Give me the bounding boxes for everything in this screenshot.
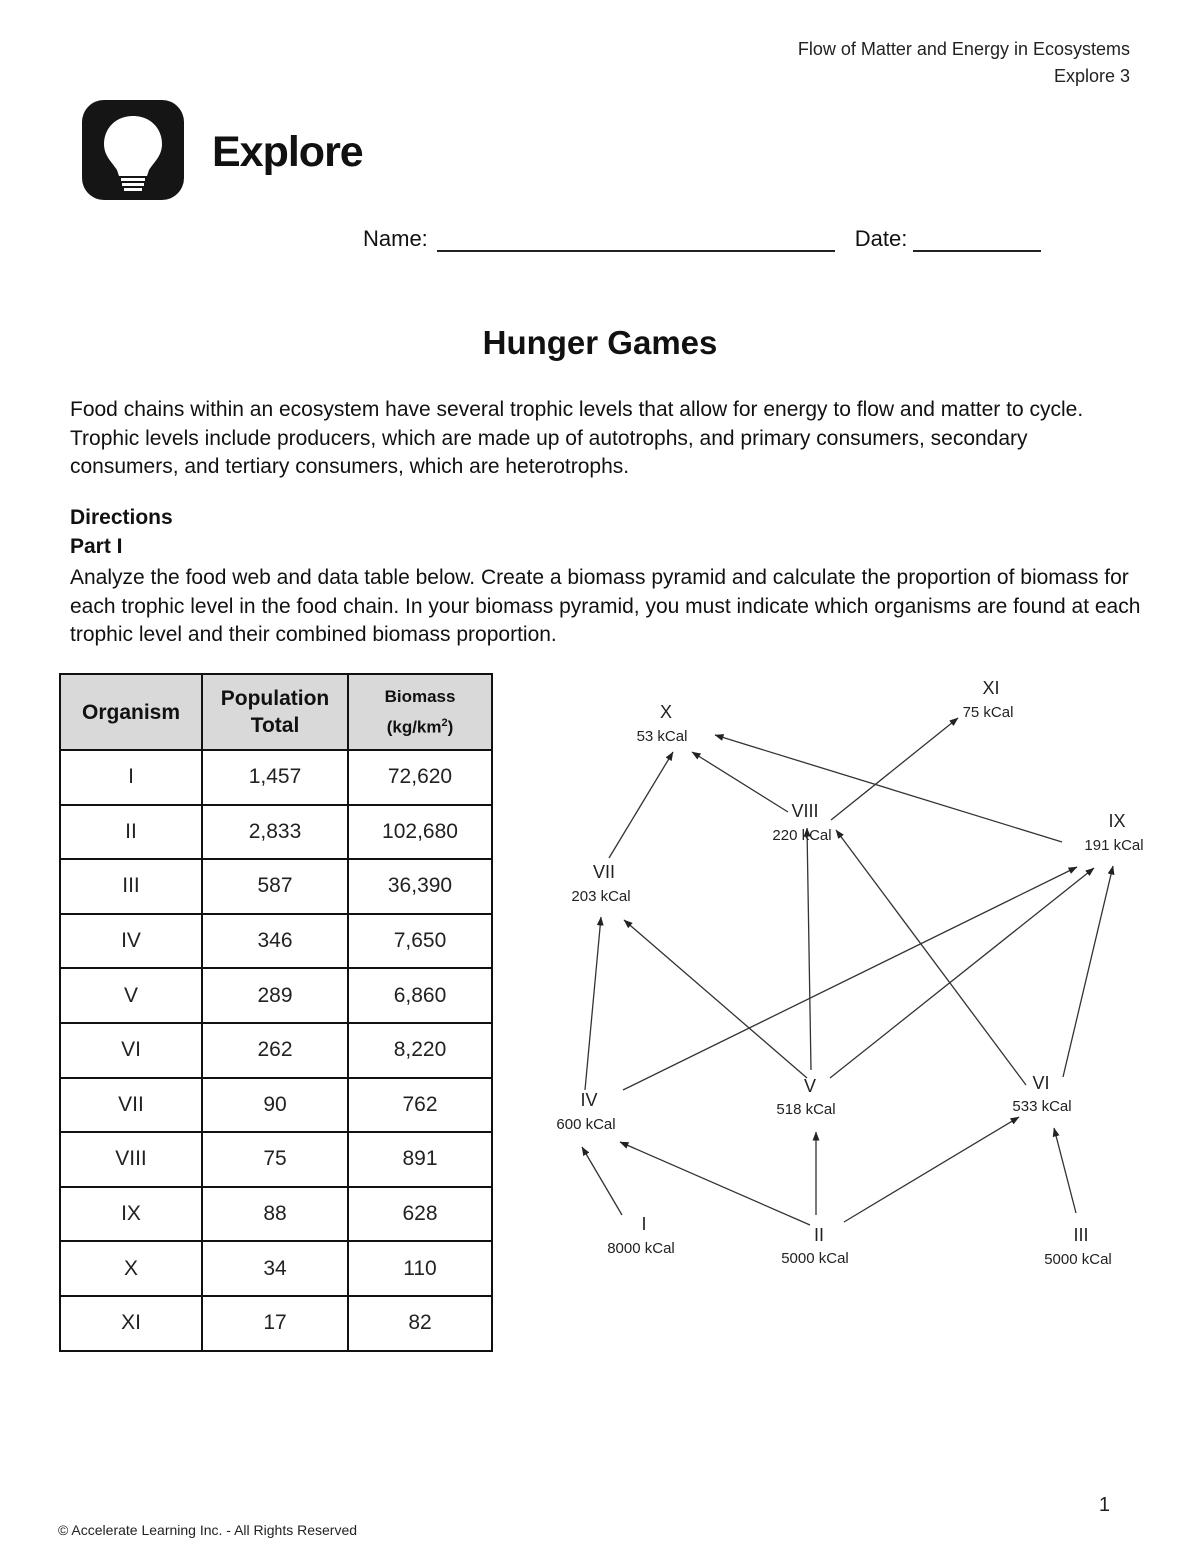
table-row xyxy=(60,1023,492,1078)
population-cell: 346 xyxy=(202,914,348,969)
biomass-unit-close: ) xyxy=(447,717,454,737)
table-row xyxy=(60,968,492,1023)
population-column-header xyxy=(202,674,348,750)
population-cell: 587 xyxy=(202,859,348,914)
population-cell: 88 xyxy=(202,1187,348,1242)
food-web-nodes xyxy=(556,678,1143,1268)
explore-heading: Explore xyxy=(212,128,363,176)
table-row xyxy=(60,1078,492,1133)
food-web-node-label: IX xyxy=(1108,811,1126,831)
biomass-cell: 36,390 xyxy=(348,859,492,914)
food-web-node-label: III xyxy=(1073,1225,1089,1245)
food-web-node-label: XI xyxy=(982,678,1000,698)
food-web-node-label: IV xyxy=(580,1090,598,1110)
food-web-node-energy: 5000 kCal xyxy=(1044,1251,1112,1268)
biomass-unit-sup: 2 xyxy=(441,717,448,730)
biomass-cell: 110 xyxy=(348,1241,492,1296)
directions-heading: Directions xyxy=(70,506,173,529)
biomass-cell: 8,220 xyxy=(348,1023,492,1078)
food-web-node-label: VI xyxy=(1032,1073,1050,1093)
food-web-node-label: V xyxy=(803,1076,817,1096)
population-cell: 90 xyxy=(202,1078,348,1133)
unit-title: Flow of Matter and Energy in Ecosystems xyxy=(797,39,1130,59)
food-web-arrow-v-to-ix xyxy=(830,868,1094,1078)
table-row xyxy=(60,750,492,805)
organism-cell: X xyxy=(60,1241,202,1296)
biomass-unit-text: (kg/km xyxy=(386,717,442,737)
organism-cell: V xyxy=(60,968,202,1023)
name-label: Name: xyxy=(363,226,428,251)
table-body xyxy=(60,750,492,1351)
food-web-arrow-iii-to-vi xyxy=(1054,1128,1076,1213)
food-web-arrow-ii-to-iv xyxy=(620,1142,810,1225)
table-header-row xyxy=(60,674,492,750)
page-title: Hunger Games xyxy=(482,324,718,361)
organism-data-table xyxy=(59,673,493,1352)
food-web-node-energy: 220 kCal xyxy=(772,827,832,844)
food-web-arrow-viii-to-x xyxy=(692,752,788,812)
food-web-arrow-ii-to-vi xyxy=(844,1117,1019,1222)
population-cell: 2,833 xyxy=(202,805,348,860)
organism-cell: IV xyxy=(60,914,202,969)
food-web-node-energy: 600 kCal xyxy=(556,1116,616,1133)
food-web-node-label: I xyxy=(641,1214,647,1234)
lesson-label: Explore 3 xyxy=(1053,66,1130,86)
table-row xyxy=(60,1187,492,1242)
copyright-notice: © Accelerate Learning Inc. - All Rights Reserved xyxy=(58,1522,358,1538)
date-field[interactable] xyxy=(913,226,1041,252)
food-web-arrow-v-to-viii xyxy=(807,828,811,1070)
food-web-links xyxy=(582,718,1113,1225)
population-cell: 289 xyxy=(202,968,348,1023)
biomass-cell: 82 xyxy=(348,1296,492,1351)
food-web-node-energy: 75 kCal xyxy=(962,704,1014,721)
population-cell: 262 xyxy=(202,1023,348,1078)
food-web-arrow-vi-to-viii xyxy=(836,830,1026,1085)
organism-cell: I xyxy=(60,750,202,805)
food-web-arrow-ix-to-x xyxy=(715,735,1062,842)
organism-cell: III xyxy=(60,859,202,914)
organism-column-header xyxy=(60,674,202,750)
food-web-node-label: X xyxy=(659,702,673,722)
population-header-line2: Total xyxy=(250,714,300,737)
food-web-arrow-vi-to-ix xyxy=(1063,866,1113,1077)
food-web-diagram xyxy=(540,670,1180,1310)
food-web-node-energy: 191 kCal xyxy=(1084,837,1144,854)
organism-cell: IX xyxy=(60,1187,202,1242)
biomass-column-header xyxy=(348,674,492,750)
food-web-arrow-vii-to-x xyxy=(609,752,673,858)
food-web-node-energy: 5000 kCal xyxy=(781,1250,849,1267)
food-web-node-label: VIII xyxy=(791,801,819,821)
name-field[interactable] xyxy=(437,226,835,252)
table-row xyxy=(60,859,492,914)
table-row xyxy=(60,914,492,969)
organism-cell: VI xyxy=(60,1023,202,1078)
biomass-cell: 891 xyxy=(348,1132,492,1187)
biomass-cell: 628 xyxy=(348,1187,492,1242)
food-web-node-energy: 533 kCal xyxy=(1012,1098,1072,1115)
food-web-node-energy: 518 kCal xyxy=(776,1101,836,1118)
food-web-arrow-v-to-vii xyxy=(624,920,807,1078)
biomass-cell: 72,620 xyxy=(348,750,492,805)
biomass-cell: 6,860 xyxy=(348,968,492,1023)
organism-cell: II xyxy=(60,805,202,860)
food-web-node-energy: 53 kCal xyxy=(636,728,688,745)
population-cell: 1,457 xyxy=(202,750,348,805)
document-header xyxy=(798,36,1130,90)
directions-paragraph: Analyze the food web and data table below. Create a biomass pyramid and calculate the proportion of biomass for each trophic level in the food chain. In your biomass pyramid, you must indicate which organisms are found at each trophic level and their combined biomass proportion. xyxy=(70,566,1141,646)
organism-cell: VII xyxy=(60,1078,202,1133)
page-number: 1 xyxy=(1098,1494,1110,1516)
food-web-node-energy: 8000 kCal xyxy=(607,1240,675,1257)
organism-header-text: Organism xyxy=(81,700,181,724)
biomass-cell: 7,650 xyxy=(348,914,492,969)
food-web-arrow-iv-to-vii xyxy=(585,917,601,1090)
intro-paragraph: Food chains within an ecosystem have several trophic levels that allow for energy to flow and matter to cycle. Trophic levels include producers, which are made up of autotrophs, and primary consumers, secondary consumers, and tertiary consumers, which are heterotrophs. xyxy=(70,398,1084,478)
biomass-header-line1: Biomass xyxy=(384,687,456,707)
biomass-cell: 762 xyxy=(348,1078,492,1133)
food-web-node-label: VII xyxy=(592,862,616,882)
population-cell: 34 xyxy=(202,1241,348,1296)
table-row xyxy=(60,1241,492,1296)
lightbulb-icon xyxy=(82,100,184,200)
population-header-line1: Population xyxy=(220,687,330,710)
name-date-line xyxy=(363,226,1041,252)
table-row xyxy=(60,1296,492,1351)
table-row xyxy=(60,805,492,860)
food-web-node-label: II xyxy=(813,1225,825,1245)
population-cell: 75 xyxy=(202,1132,348,1187)
table-row xyxy=(60,1132,492,1187)
organism-cell: VIII xyxy=(60,1132,202,1187)
date-label: Date: xyxy=(854,226,908,251)
food-web-node-energy: 203 kCal xyxy=(571,888,631,905)
biomass-cell: 102,680 xyxy=(348,805,492,860)
population-cell: 17 xyxy=(202,1296,348,1351)
food-web-arrow-i-to-iv xyxy=(582,1147,622,1215)
part-heading: Part I xyxy=(70,535,123,558)
organism-cell: XI xyxy=(60,1296,202,1351)
biomass-header-units xyxy=(349,710,491,741)
